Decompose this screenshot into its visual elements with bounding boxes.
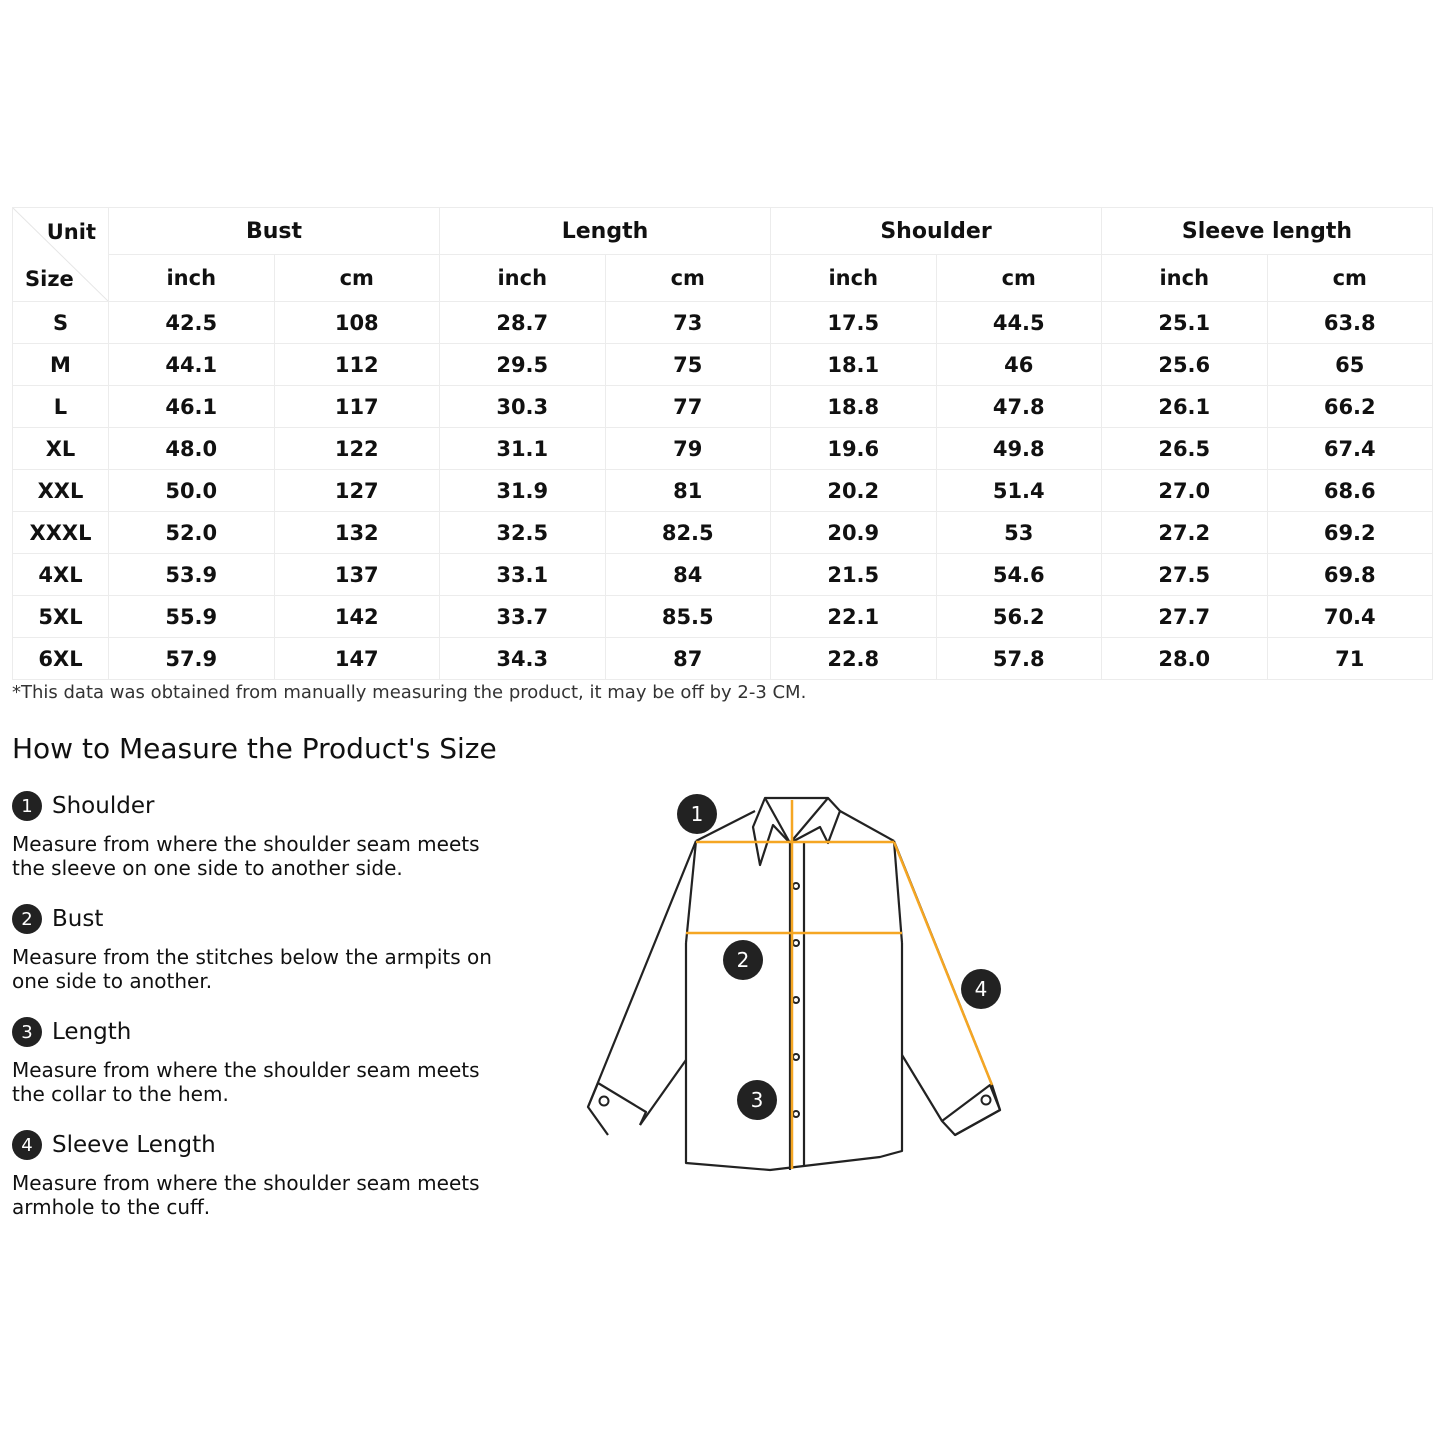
unit-header: inch — [1102, 255, 1268, 302]
table-cell: 137 — [274, 554, 440, 596]
table-cell: 25.1 — [1102, 302, 1268, 344]
table-cell: 31.1 — [440, 428, 606, 470]
table-cell: 127 — [274, 470, 440, 512]
header-shoulder: Shoulder — [771, 208, 1102, 255]
table-cell: 142 — [274, 596, 440, 638]
marker-2-badge — [723, 940, 763, 980]
table-cell: 49.8 — [936, 428, 1102, 470]
step-bust — [12, 903, 512, 993]
header-bust: Bust — [109, 208, 440, 255]
table-cell: 33.1 — [440, 554, 606, 596]
table-cell: 132 — [274, 512, 440, 554]
unit-header: inch — [771, 255, 937, 302]
table-cell: 28.0 — [1102, 638, 1268, 680]
table-cell: 44.1 — [109, 344, 275, 386]
table-row — [13, 302, 1433, 344]
table-cell: 20.9 — [771, 512, 937, 554]
table-cell: 34.3 — [440, 638, 606, 680]
table-cell: 27.0 — [1102, 470, 1268, 512]
step-description: Measure from the stitches below the armpits on one side to another. — [12, 945, 492, 993]
table-cell: 26.5 — [1102, 428, 1268, 470]
table-cell: 53.9 — [109, 554, 275, 596]
marker-4-label: 4 — [974, 977, 988, 1001]
table-cell: 29.5 — [440, 344, 606, 386]
table-cell: 28.7 — [440, 302, 606, 344]
table-cell: 147 — [274, 638, 440, 680]
table-cell: 117 — [274, 386, 440, 428]
step-title: Shoulder — [52, 793, 155, 819]
table-row — [13, 596, 1433, 638]
table-cell: 67.4 — [1267, 428, 1433, 470]
table-row — [13, 344, 1433, 386]
table-cell: 71 — [1267, 638, 1433, 680]
sleeve-measure-line — [894, 842, 992, 1085]
size-label-cell: 5XL — [13, 596, 109, 638]
step-title: Bust — [52, 906, 104, 932]
table-cell: 48.0 — [109, 428, 275, 470]
table-cell: 55.9 — [109, 596, 275, 638]
table-cell: 82.5 — [605, 512, 771, 554]
table-cell: 22.1 — [771, 596, 937, 638]
step-number-badge: 1 — [12, 791, 42, 821]
step-description: Measure from where the shoulder seam meets the sleeve on one side to another side. — [12, 832, 480, 880]
size-label-cell: XL — [13, 428, 109, 470]
table-cell: 84 — [605, 554, 771, 596]
table-cell: 69.8 — [1267, 554, 1433, 596]
table-cell: 44.5 — [936, 302, 1102, 344]
unit-header: inch — [109, 255, 275, 302]
step-description: Measure from where the shoulder seam meets armhole to the cuff. — [12, 1171, 480, 1219]
unit-header: cm — [605, 255, 771, 302]
size-label-cell: L — [13, 386, 109, 428]
table-cell: 73 — [605, 302, 771, 344]
table-cell: 122 — [274, 428, 440, 470]
step-title: Length — [52, 1019, 132, 1045]
table-cell: 27.5 — [1102, 554, 1268, 596]
marker-3-label: 3 — [750, 1088, 764, 1112]
table-row — [13, 638, 1433, 680]
unit-header: inch — [440, 255, 606, 302]
step-description: Measure from where the shoulder seam meets the collar to the hem. — [12, 1058, 480, 1106]
table-cell: 19.6 — [771, 428, 937, 470]
table-cell: 112 — [274, 344, 440, 386]
corner-unit-label: Unit — [46, 220, 96, 244]
step-number-badge: 4 — [12, 1130, 42, 1160]
table-cell: 31.9 — [440, 470, 606, 512]
size-label-cell: 4XL — [13, 554, 109, 596]
step-shoulder — [12, 790, 512, 880]
unit-header: cm — [1267, 255, 1433, 302]
size-label-cell: XXL — [13, 470, 109, 512]
table-corner-header — [13, 208, 109, 302]
header-length: Length — [440, 208, 771, 255]
unit-header: cm — [274, 255, 440, 302]
unit-header: cm — [936, 255, 1102, 302]
size-label-cell: XXXL — [13, 512, 109, 554]
table-cell: 30.3 — [440, 386, 606, 428]
table-cell: 65 — [1267, 344, 1433, 386]
table-row — [13, 470, 1433, 512]
table-cell: 70.4 — [1267, 596, 1433, 638]
corner-size-label: Size — [25, 267, 74, 291]
measurement-disclaimer: *This data was obtained from manually measuring the product, it may be off by 2-3 CM. — [12, 682, 807, 703]
table-cell: 25.6 — [1102, 344, 1268, 386]
table-cell: 21.5 — [771, 554, 937, 596]
table-row — [13, 428, 1433, 470]
table-cell: 85.5 — [605, 596, 771, 638]
table-cell: 50.0 — [109, 470, 275, 512]
table-cell: 108 — [274, 302, 440, 344]
measurement-lines — [686, 800, 992, 1169]
marker-2-label: 2 — [736, 948, 750, 972]
table-cell: 81 — [605, 470, 771, 512]
table-cell: 51.4 — [936, 470, 1102, 512]
marker-3-badge — [737, 1080, 777, 1120]
how-to-measure-title: How to Measure the Product's Size — [12, 732, 497, 765]
size-label-cell: M — [13, 344, 109, 386]
table-cell: 57.9 — [109, 638, 275, 680]
table-cell: 54.6 — [936, 554, 1102, 596]
table-cell: 20.2 — [771, 470, 937, 512]
step-length — [12, 1016, 512, 1106]
size-chart-table — [12, 207, 1433, 680]
table-cell: 57.8 — [936, 638, 1102, 680]
table-cell: 46 — [936, 344, 1102, 386]
table-cell: 22.8 — [771, 638, 937, 680]
size-table-body — [13, 302, 1433, 680]
table-cell: 18.1 — [771, 344, 937, 386]
table-cell: 33.7 — [440, 596, 606, 638]
table-cell: 46.1 — [109, 386, 275, 428]
size-label-cell: 6XL — [13, 638, 109, 680]
table-cell: 56.2 — [936, 596, 1102, 638]
table-cell: 47.8 — [936, 386, 1102, 428]
table-cell: 52.0 — [109, 512, 275, 554]
table-row — [13, 386, 1433, 428]
table-cell: 27.2 — [1102, 512, 1268, 554]
header-sleeve-length: Sleeve length — [1102, 208, 1433, 255]
table-cell: 26.1 — [1102, 386, 1268, 428]
step-number-badge: 3 — [12, 1017, 42, 1047]
step-sleeve-length — [12, 1129, 512, 1219]
table-cell: 53 — [936, 512, 1102, 554]
table-cell: 75 — [605, 344, 771, 386]
shirt-measurement-diagram — [580, 785, 1020, 1185]
table-row — [13, 512, 1433, 554]
table-cell: 27.7 — [1102, 596, 1268, 638]
table-cell: 63.8 — [1267, 302, 1433, 344]
marker-1-badge — [677, 794, 717, 834]
table-cell: 79 — [605, 428, 771, 470]
table-cell: 69.2 — [1267, 512, 1433, 554]
size-label-cell: S — [13, 302, 109, 344]
table-cell: 17.5 — [771, 302, 937, 344]
table-cell: 42.5 — [109, 302, 275, 344]
step-number-badge: 2 — [12, 904, 42, 934]
table-row — [13, 554, 1433, 596]
table-cell: 18.8 — [771, 386, 937, 428]
shirt-buttons — [600, 883, 991, 1117]
table-cell: 77 — [605, 386, 771, 428]
table-cell: 66.2 — [1267, 386, 1433, 428]
marker-4-badge — [961, 969, 1001, 1009]
table-cell: 87 — [605, 638, 771, 680]
table-cell: 68.6 — [1267, 470, 1433, 512]
marker-1-label: 1 — [690, 802, 704, 826]
table-cell: 32.5 — [440, 512, 606, 554]
step-title: Sleeve Length — [52, 1132, 216, 1158]
